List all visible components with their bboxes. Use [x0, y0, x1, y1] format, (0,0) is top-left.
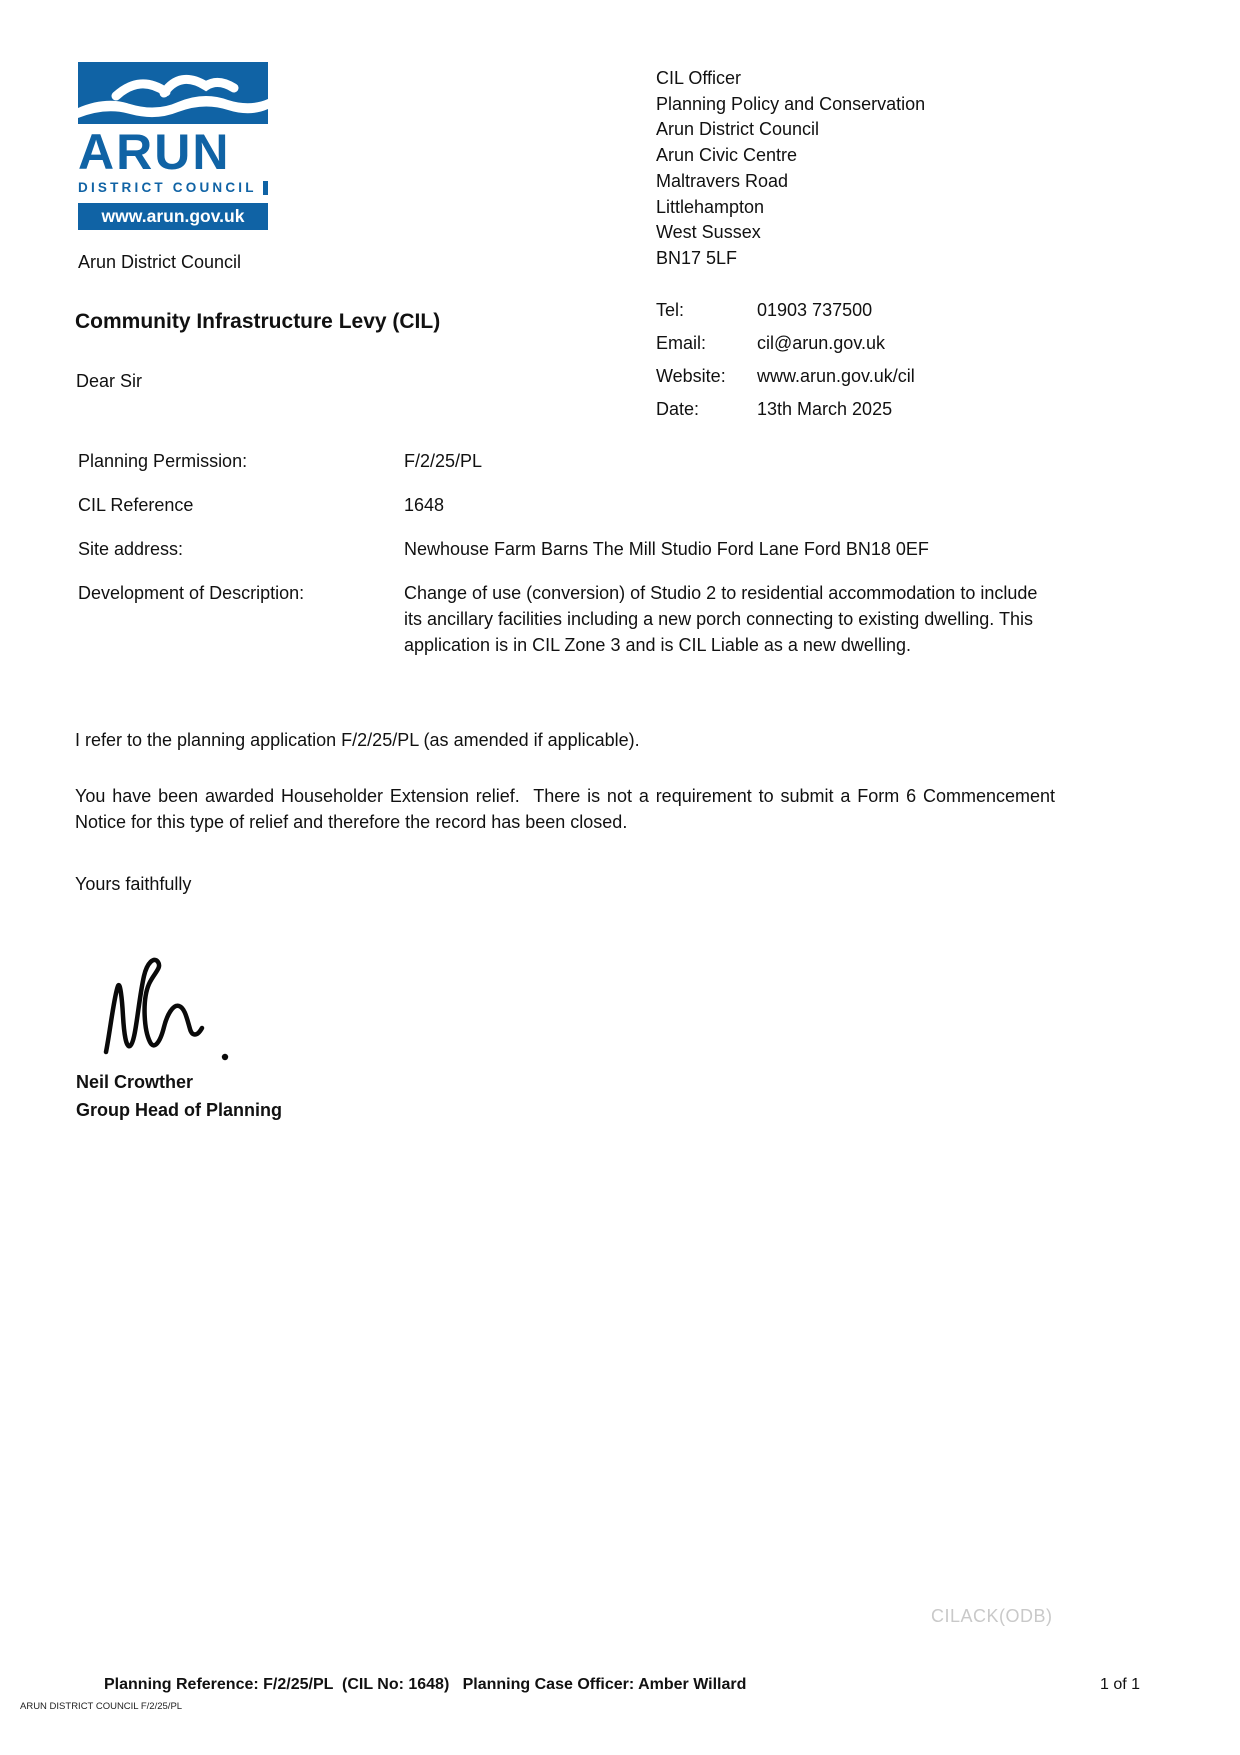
address-line: West Sussex — [656, 222, 761, 243]
site-address-value: Newhouse Farm Barns The Mill Studio Ford Lane Ford BN18 0EF — [404, 539, 929, 559]
detail-row-development-description — [78, 580, 1056, 658]
cil-reference-label: CIL Reference — [78, 495, 194, 515]
planning-permission-label: Planning Permission: — [78, 451, 248, 471]
logo-website-bar: www.arun.gov.uk — [78, 203, 268, 230]
sender-address-block — [656, 66, 925, 272]
development-description-label: Development of Description: — [78, 583, 305, 603]
email-value: cil@arun.gov.uk — [757, 333, 885, 353]
seagull-waves-logo-icon — [78, 62, 268, 124]
logo-brand-subtitle: DISTRICT COUNCIL — [78, 180, 257, 195]
closing-line: Yours faithfully — [75, 874, 192, 894]
logo-brand-name: ARUN — [78, 124, 231, 180]
document-code: CILACK(ODB) — [931, 1606, 1053, 1626]
body-paragraph: I refer to the planning application F/2/25/PL (as amended if applicable). — [75, 730, 640, 750]
logo-accent-bar — [263, 181, 268, 195]
address-line: Maltravers Road — [656, 170, 789, 191]
tel-label: Tel: — [656, 300, 685, 320]
detail-row-site-address — [78, 536, 1056, 562]
signer-title: Group Head of Planning — [76, 1100, 282, 1120]
detail-row-planning-permission — [78, 448, 1056, 474]
address-line: BN17 5LF — [656, 247, 738, 268]
application-details — [78, 448, 1056, 676]
council-logo — [78, 62, 270, 273]
address-line: CIL Officer — [656, 68, 742, 88]
contact-details — [656, 294, 915, 426]
bottom-filing-note: ARUN DISTRICT COUNCIL F/2/25/PL — [20, 1701, 183, 1712]
website-label: Website: — [656, 366, 726, 386]
salutation: Dear Sir — [76, 371, 143, 391]
contact-row-tel — [656, 294, 915, 327]
website-value: www.arun.gov.uk/cil — [757, 366, 915, 386]
logo-caption: Arun District Council — [78, 252, 242, 272]
contact-row-website — [656, 360, 915, 393]
date-label: Date: — [656, 399, 700, 419]
body-paragraph: You have been awarded Householder Extension relief. There is not a requirement to submit a Form 6 Commencement Notice for this type of relief and therefore the record has been closed. — [75, 786, 1061, 832]
address-line: Arun District Council — [656, 119, 820, 140]
signer-block — [76, 1068, 282, 1124]
detail-row-cil-reference — [78, 492, 1056, 518]
address-line: Arun Civic Centre — [656, 145, 798, 166]
signature-image — [92, 940, 272, 1065]
signer-name: Neil Crowther — [76, 1072, 194, 1092]
address-line: Littlehampton — [656, 196, 765, 217]
letter-body — [75, 727, 1061, 897]
email-label: Email: — [656, 333, 707, 353]
date-value: 13th March 2025 — [757, 399, 893, 419]
site-address-label: Site address: — [78, 539, 184, 559]
page-number: 1 of 1 — [1100, 1676, 1141, 1693]
contact-row-email — [656, 327, 915, 360]
development-description-value: Change of use (conversion) of Studio 2 to residential accommodation to include its ancillary facilities including a new porch connecting to existing dwelling. This application is in CIL Zone 3 and is CIL Liable as a new dwelling. — [404, 583, 1038, 655]
tel-value: 01903 737500 — [757, 300, 873, 320]
letter-title: Community Infrastructure Levy (CIL) — [75, 310, 441, 333]
contact-row-date — [656, 393, 915, 426]
address-line: Planning Policy and Conservation — [656, 93, 926, 114]
cil-reference-value: 1648 — [404, 495, 445, 515]
planning-permission-value: F/2/25/PL — [404, 451, 483, 471]
footer-reference-line: Planning Reference: F/2/25/PL (CIL No: 1648) Planning Case Officer: Amber Willard — [104, 1676, 747, 1693]
